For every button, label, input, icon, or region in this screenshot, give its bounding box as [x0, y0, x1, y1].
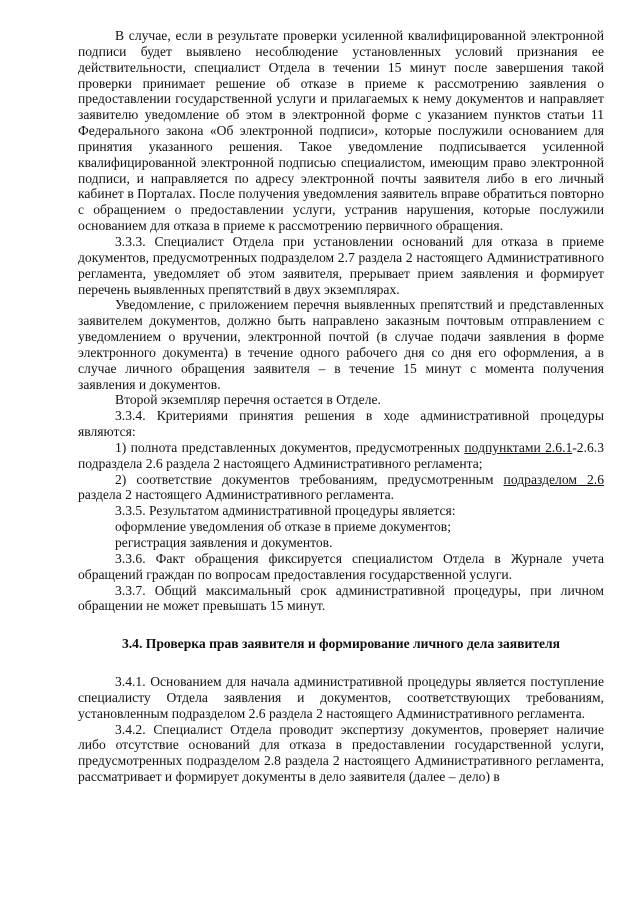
section-heading-3-4: 3.4. Проверка прав заявителя и формирование личного дела заявителя	[121, 636, 561, 652]
paragraph-3-3-3: 3.3.3. Специалист Отдела при установлении оснований для отказа в приеме документов, предусмотренных подразделом 2.7 раздела 2 настоящего Административного регламента, уведомляет об этом заявителя, прерывает прием заявления и формирует перечень выявленных препятствий в двух экземплярах.	[78, 233, 604, 297]
paragraph-3-3-5: 3.3.5. Результатом административной процедуры является:	[115, 503, 456, 519]
paragraph-3-3-7: 3.3.7. Общий максимальный срок административной процедуры, при личном обращении не может превышать 15 минут.	[78, 582, 604, 614]
result-item-1: оформление уведомления об отказе в приеме документов;	[115, 519, 451, 535]
criteria-item-2	[78, 472, 604, 504]
criteria-item-1-tail: -2.6.3 подраздела 2.6 раздела 2 настоящего Административного регламента;	[78, 439, 604, 471]
paragraph-3-3-4: 3.3.4. Критериями принятия решения в ходе административной процедуры являются:	[78, 408, 604, 440]
result-item-2: регистрация заявления и документов.	[115, 535, 333, 550]
paragraph-second-copy: Второй экземпляр перечня остается в Отделе.	[115, 392, 381, 408]
criteria-item-1	[78, 440, 604, 472]
document-page	[78, 28, 604, 785]
criteria-item-1-text: 1) полнота представленных документов, предусмотренных	[115, 439, 465, 455]
criteria-item-2-text: 2) соответствие документов требованиям, предусмотренным	[115, 471, 504, 487]
paragraph-3-4-1: 3.4.1. Основанием для начала административной процедуры является поступление специалисту Отдела заявления и документов, соответствующих требованиям, установленным подразделом 2.6 раздела 2 настоящего Административного регламента.	[78, 674, 604, 721]
subclause-link-2-6-1[interactable]: подпунктами 2.6.1	[464, 439, 573, 455]
paragraph-3-4-2: 3.4.2. Специалист Отдела проводит экспертизу документов, проверяет наличие либо отсутствие оснований для отказа в предоставлении государственной услуги, предусмотренных подразделом 2.8 раздела 2 настоящего Административного регламента, рассматривает и формирует документы в дело заявителя (далее – дело) в	[78, 721, 604, 785]
paragraph-signature-check: В случае, если в результате проверки усиленной квалифицированной электронной подписи будет выявлено несоблюдение установленных условий признания ее действительности, специалист Отдела в течении 15 минут после завершения такой проверки принимает решение об отказе в приеме к рассмотрению заявления о предоставлении государственной услуги и прилагаемых к нему документов и направляет заявителю уведомление об этом в электронной форме с указанием пунктов статьи 11 Федерального закона «Об электронной подписи», которые послужили основанием для принятия указанного решения. Такое уведомление подписывается усиленной квалифицированной электронной подписью специалистом, имеющим право электронной подписи, и направляется по адресу электронной почты заявителя либо в его личный кабинет в Порталах. После получения уведомления заявитель вправе обратиться повторно с обращением о предоставлении услуги, устранив нарушения, которые послужили основанием для отказа в приеме к рассмотрению первичного обращения.	[78, 28, 604, 234]
paragraph-3-3-6: 3.3.6. Факт обращения фиксируется специалистом Отдела в Журнале учета обращений граждан по вопросам предоставления государственной услуги.	[78, 550, 604, 582]
paragraph-notification: Уведомление, с приложением перечня выявленных препятствий и представленных заявителем документов, должно быть направлено заказным почтовым отправлением с уведомлением о вручении, электронной почтой (в случае подачи заявления в форме электронного документа) в течение одного рабочего дня со дня его оформления, а в случае личного обращения заявителя – в течение 15 минут с момента получения заявления и документов.	[78, 297, 604, 392]
criteria-item-2-tail: раздела 2 настоящего Административного регламента.	[78, 487, 395, 503]
subsection-link-2-6[interactable]: подразделом 2.6	[503, 471, 604, 487]
